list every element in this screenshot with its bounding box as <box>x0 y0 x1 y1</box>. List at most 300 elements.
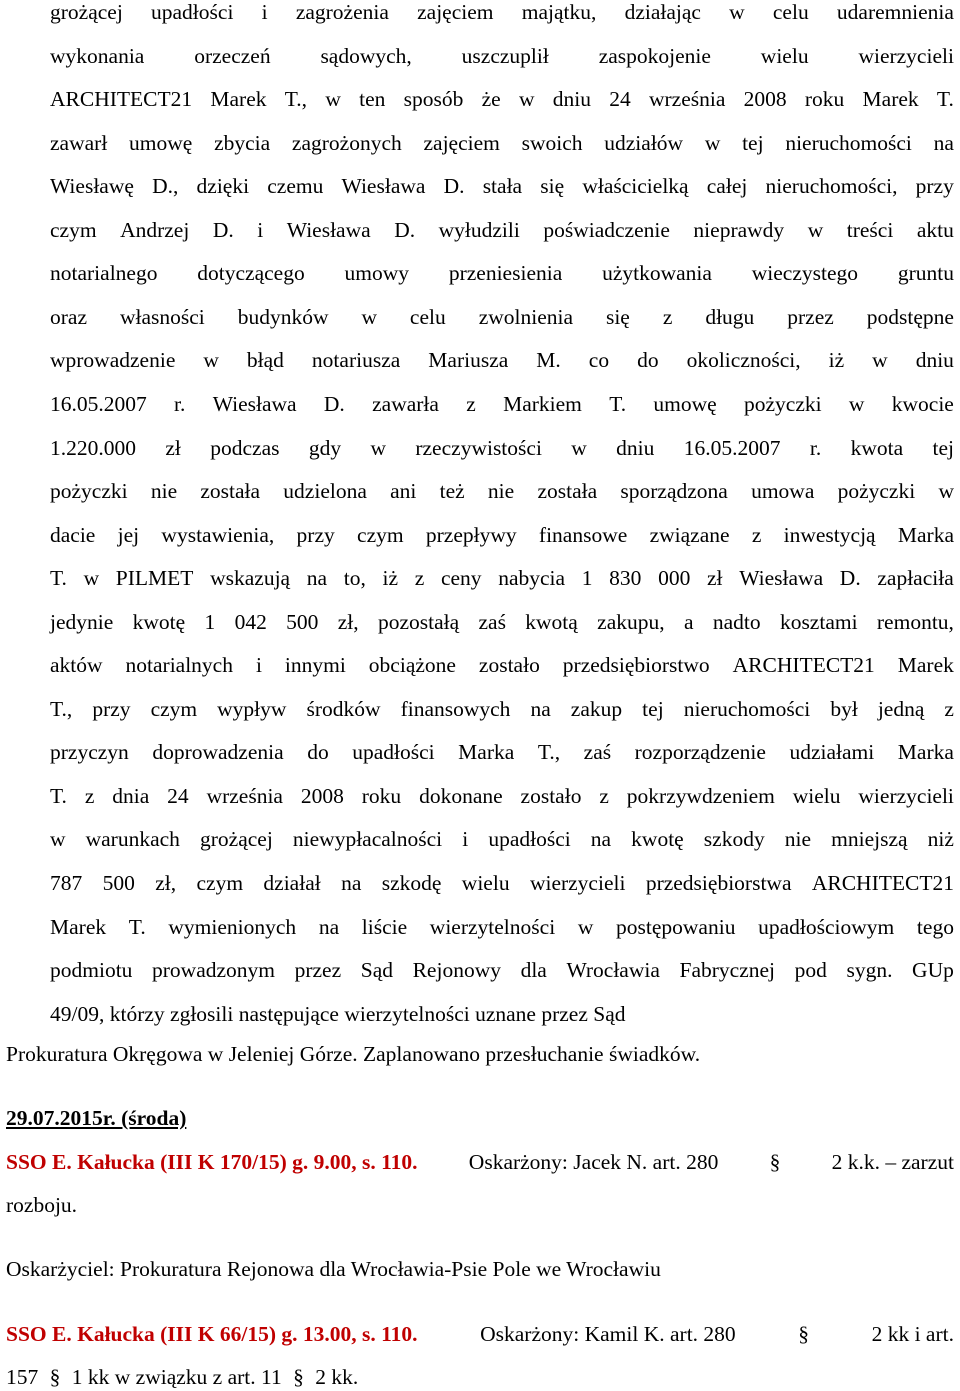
word: przyczyn <box>50 740 129 765</box>
word: T., <box>284 87 308 112</box>
word: gruntu <box>897 261 954 286</box>
word: umowa <box>751 479 815 504</box>
word: innymi <box>284 653 346 678</box>
paragraph-line: 49/09, którzy zgłosili następujące wierzytelności uznane przez Sąd <box>50 1001 626 1026</box>
paragraph-line <box>50 655 954 677</box>
word: 1.220.000 <box>50 435 136 460</box>
word: wprowadzenie <box>50 348 176 373</box>
word: działał <box>263 871 321 895</box>
word: upadłości <box>151 0 234 24</box>
case-1-accused-a: Oskarżony: Jacek N. art. 280 <box>468 1150 719 1174</box>
word: na <box>341 871 362 895</box>
case-1-accused-b: 2 k.k. – zarzut <box>831 1150 954 1174</box>
word: celu <box>772 0 809 24</box>
word: tej <box>742 130 764 155</box>
word: Marek <box>50 914 107 939</box>
word: rzeczywistości <box>415 435 542 460</box>
word: nie <box>150 479 178 504</box>
paragraph-line <box>50 522 954 547</box>
section-sign: § <box>798 1322 809 1346</box>
word: też <box>439 479 465 504</box>
word: notarialnego <box>50 261 158 286</box>
word: z <box>466 391 476 416</box>
word: zajęciem <box>417 0 494 24</box>
paragraph-line <box>50 217 954 242</box>
word: udziałami <box>789 740 875 765</box>
word: 2008 <box>743 87 787 112</box>
word: Andrzej <box>120 217 190 242</box>
word: z <box>84 783 95 808</box>
word: iż <box>382 566 399 591</box>
word: 1 <box>581 566 593 591</box>
word: wykonania <box>50 43 145 68</box>
case-2-line-2-a: 157 <box>6 1365 39 1389</box>
word: Markiem <box>503 391 582 416</box>
word: zajęciem <box>423 130 500 155</box>
word: wypływ <box>217 696 287 721</box>
word: nabycia <box>498 566 566 591</box>
word: dacie <box>50 522 96 547</box>
word: czemu <box>267 174 324 199</box>
word: roku <box>361 783 402 808</box>
case-1-line-1 <box>6 1152 954 1174</box>
word: pod <box>794 958 827 983</box>
word: zagrożonych <box>291 130 402 155</box>
word: długu <box>705 304 755 329</box>
word: T. <box>50 566 67 591</box>
word: r. <box>174 391 186 416</box>
paragraph-line <box>50 43 954 68</box>
word: stała <box>482 174 523 199</box>
word: dnia <box>112 783 150 808</box>
word: T., <box>537 740 561 765</box>
word: nieruchomości, <box>765 174 898 199</box>
word: Wiesławę <box>50 174 134 199</box>
word: i <box>255 653 262 678</box>
word: przy <box>296 522 335 547</box>
word: przeniesienia <box>448 261 563 286</box>
word: działając <box>624 0 701 24</box>
word: udziałów <box>604 130 684 155</box>
word: i <box>261 0 268 24</box>
word: w <box>203 348 219 373</box>
word: wymienionych <box>168 914 297 939</box>
paragraph-line <box>50 89 954 111</box>
word: i <box>257 217 264 242</box>
word: zagrożenia <box>295 0 389 24</box>
word: na <box>306 566 328 591</box>
word: w <box>83 566 100 591</box>
word: budynków <box>237 304 329 329</box>
word: wierzycieli <box>858 783 954 808</box>
word: aktu <box>916 217 954 242</box>
word: Wiesława <box>286 217 371 242</box>
word: przedsiębiorstwa <box>645 871 792 895</box>
case-1-court: SSO E. Kałucka (III K 170/15) g. 9.00, s. 110. <box>6 1150 418 1174</box>
word: finansowe <box>538 522 628 547</box>
word: się <box>605 304 630 329</box>
word: doprowadzenia <box>152 740 284 765</box>
word: ceny <box>440 566 482 591</box>
paragraph-line <box>50 263 954 285</box>
case-2-court: SSO E. Kałucka (III K 66/15) g. 13.00, s. 110. <box>6 1322 418 1346</box>
word: w <box>361 304 377 329</box>
word: oraz <box>50 304 87 329</box>
word: GUp <box>912 958 954 983</box>
word: 500 <box>286 609 319 634</box>
word: 500 <box>102 871 135 895</box>
word: upadłości <box>488 827 571 852</box>
word: na <box>590 827 612 852</box>
word: T. <box>936 87 954 112</box>
word: września <box>206 783 283 808</box>
word: Wiesława <box>212 391 297 416</box>
word: celu <box>409 304 446 329</box>
paragraph-line <box>50 481 954 503</box>
word: ani <box>390 479 417 504</box>
word: sądowych, <box>320 43 412 68</box>
word: dniu <box>552 87 591 112</box>
word: związane <box>649 522 730 547</box>
word: jedną <box>877 696 925 721</box>
word: Wrocławia <box>566 958 660 983</box>
word: liście <box>361 914 408 939</box>
word: została <box>537 479 598 504</box>
word: gdy <box>308 435 342 460</box>
word: szkody <box>703 827 765 852</box>
word: postępowaniu <box>616 914 736 939</box>
word: inwestycją <box>783 522 876 547</box>
word: 2008 <box>300 783 344 808</box>
word: ARCHITECT21 <box>811 871 954 895</box>
word: Marka <box>897 740 954 765</box>
word: zostało <box>478 653 540 678</box>
word: grożącej <box>50 0 123 24</box>
paragraph-line <box>50 2 954 24</box>
word: i <box>462 827 469 852</box>
word: własności <box>119 304 205 329</box>
word: Marek <box>210 87 267 112</box>
word: z <box>599 783 609 808</box>
word: zaś <box>478 609 506 634</box>
word: w <box>729 0 745 24</box>
word: zbycia <box>214 130 271 155</box>
paragraph-line <box>50 783 954 808</box>
word: wskazują <box>210 566 291 591</box>
word: umowę <box>129 130 193 155</box>
paragraph-line <box>50 914 954 939</box>
word: z <box>751 522 762 547</box>
word: zł <box>707 566 723 591</box>
word: sygn. <box>846 958 893 983</box>
word: została <box>200 479 261 504</box>
word: kwotą <box>525 609 578 634</box>
word: D., <box>152 174 179 199</box>
word: udzielona <box>283 479 367 504</box>
word: tej <box>932 435 954 460</box>
word: Marek <box>862 87 919 112</box>
word: w <box>807 217 824 242</box>
section-sign: § <box>769 1150 781 1174</box>
word: z <box>944 696 954 721</box>
word: grożącej <box>200 827 273 852</box>
word: poświadczenie <box>543 217 670 242</box>
word: uszczuplił <box>461 43 549 68</box>
word: dzięki <box>196 174 250 199</box>
word: zakup <box>570 696 623 721</box>
word: roku <box>804 87 845 112</box>
word: podmiotu <box>50 958 133 983</box>
paragraph-line <box>50 435 954 460</box>
word: kwotę <box>132 609 186 634</box>
word: użytkowania <box>602 261 712 286</box>
word: września <box>648 87 726 112</box>
word: orzeczeń <box>194 43 271 68</box>
word: w <box>518 87 535 112</box>
paragraph-line <box>50 742 954 764</box>
paragraph-line <box>50 609 954 634</box>
word: jedynie <box>50 609 114 634</box>
case-1-line-2: rozboju. <box>6 1193 78 1217</box>
paragraph-line <box>50 960 954 982</box>
word: wierzycieli <box>529 871 626 895</box>
word: 16.05.2007 <box>50 391 147 416</box>
word: czym <box>50 217 97 242</box>
word: w <box>370 435 386 460</box>
word: podczas <box>210 435 280 460</box>
word: tej <box>642 696 664 721</box>
word: 24 <box>609 87 631 112</box>
word: przy <box>915 174 954 199</box>
word: wielu <box>792 783 841 808</box>
word: umowę <box>653 391 717 416</box>
word: sposób <box>403 87 464 112</box>
word: zakupu, <box>597 609 665 634</box>
word: upadłościowym <box>758 914 895 939</box>
paragraph-line <box>50 350 954 372</box>
word: wystawienia, <box>161 522 275 547</box>
word: Marka <box>897 522 954 547</box>
word: Mariusza <box>428 348 509 373</box>
word: ten <box>359 87 386 112</box>
word: jej <box>117 522 140 547</box>
word: w <box>704 130 721 155</box>
word: się <box>540 174 565 199</box>
word: całej <box>706 174 748 199</box>
word: dniu <box>616 435 655 460</box>
section-sign: § <box>293 1365 304 1389</box>
word: co <box>588 348 610 373</box>
word: Wiesława <box>739 566 824 591</box>
word: zawarła <box>372 391 439 416</box>
word: iż <box>828 348 845 373</box>
word: wyłudzili <box>438 217 520 242</box>
word: treści <box>846 217 894 242</box>
word: niż <box>927 827 954 852</box>
word: błąd <box>246 348 284 373</box>
word: szkodę <box>381 871 442 895</box>
word: M. <box>536 348 561 373</box>
word: wielu <box>760 43 809 68</box>
word: dniu <box>915 348 954 373</box>
word: Sąd <box>360 958 393 983</box>
word: aktów <box>50 653 103 678</box>
word: przez <box>294 958 342 983</box>
word: a <box>683 609 694 634</box>
word: z <box>414 566 425 591</box>
word: zwolnienia <box>478 304 574 329</box>
word: czym <box>357 522 404 547</box>
word: kosztami <box>779 609 858 634</box>
case-2-line-1 <box>6 1324 954 1346</box>
word: w <box>571 435 587 460</box>
word: nieprawdy <box>693 217 785 242</box>
word: ARCHITECT21 <box>50 87 193 112</box>
word: wierzytelności <box>429 914 556 939</box>
word: czym <box>196 871 244 895</box>
word: upadłości <box>352 740 435 765</box>
case-2-line-2-c: 2 kk. <box>315 1365 359 1389</box>
word: wieczystego <box>751 261 859 286</box>
word: zł, <box>155 871 177 895</box>
paragraph-line <box>50 568 954 590</box>
word: zawarł <box>50 130 108 155</box>
word: Fabrycznej <box>679 958 776 983</box>
date-heading: 29.07.2015r. (środa) <box>6 1106 187 1130</box>
word: że <box>481 87 501 112</box>
word: czym <box>150 696 198 721</box>
word: r. <box>809 435 822 460</box>
closing-line: Prokuratura Okręgowa w Jeleniej Górze. Zaplanowano przesłuchanie świadków. <box>6 1042 701 1066</box>
word: w <box>872 348 888 373</box>
word: zaś <box>583 740 612 765</box>
word: 24 <box>167 783 189 808</box>
word: sporządzona <box>620 479 728 504</box>
word: 1 <box>204 609 216 634</box>
word: pokrzywdzeniem <box>626 783 775 808</box>
word: 16.05.2007 <box>683 435 781 460</box>
paragraph-line <box>50 304 954 329</box>
word: warunkach <box>85 827 180 852</box>
word: przez <box>787 304 834 329</box>
word: tego <box>916 914 954 939</box>
word: do <box>637 348 659 373</box>
word: kwocie <box>891 391 954 416</box>
word: na <box>933 130 954 155</box>
word: zł <box>165 435 181 460</box>
word: udaremnienia <box>836 0 954 24</box>
word: nie <box>784 827 812 852</box>
word: w <box>325 87 341 112</box>
word: PILMET <box>115 566 194 591</box>
word: D. <box>443 174 465 199</box>
word: zapłaciła <box>877 566 954 591</box>
word: D. <box>323 391 345 416</box>
word: Wiesława <box>341 174 426 199</box>
word: notarialnych <box>125 653 233 678</box>
word: zostało <box>520 783 582 808</box>
word: finansowych <box>400 696 511 721</box>
word: niewypłacalności <box>292 827 443 852</box>
word: swoich <box>521 130 583 155</box>
word: majątku, <box>521 0 597 24</box>
word: D. <box>839 566 861 591</box>
word: T., <box>50 696 73 721</box>
word: pożyczki <box>50 479 128 504</box>
word: remontu, <box>876 609 954 634</box>
word: T. <box>50 783 67 808</box>
paragraph-line <box>50 391 954 416</box>
word: pożyczki <box>744 391 822 416</box>
word: to, <box>343 566 366 591</box>
word: kwotę <box>631 827 684 852</box>
word: zł, <box>337 609 359 634</box>
word: 830 <box>609 566 642 591</box>
word: na <box>318 914 340 939</box>
word: mniejszą <box>831 827 908 852</box>
word: dotyczącego <box>197 261 305 286</box>
word: obciążone <box>368 653 456 678</box>
word: umowy <box>344 261 410 286</box>
word: nadto <box>712 609 761 634</box>
word: D. <box>394 217 416 242</box>
word: pożyczki <box>837 479 916 504</box>
word: właścicielką <box>582 174 689 199</box>
prosecutor-line: Oskarżyciel: Prokuratura Rejonowa dla Wrocławia-Psie Pole we Wrocławiu <box>6 1257 661 1281</box>
case-2-accused-a: Oskarżony: Kamil K. art. 280 <box>480 1322 736 1346</box>
word: ARCHITECT21 <box>732 653 875 678</box>
word: w <box>577 914 594 939</box>
word: notariusza <box>311 348 401 373</box>
paragraph-line <box>50 873 954 895</box>
word: pozostałą <box>377 609 460 634</box>
word: 042 <box>234 609 267 634</box>
case-2-line-2 <box>6 1367 358 1389</box>
word: D. <box>212 217 234 242</box>
paragraph-line <box>50 176 954 198</box>
word: 787 <box>50 871 83 895</box>
word: 000 <box>658 566 691 591</box>
word: nie <box>487 479 515 504</box>
word: wielu <box>461 871 510 895</box>
word: był <box>830 696 858 721</box>
paragraph-line <box>50 829 954 851</box>
word: w <box>848 391 865 416</box>
word: Rejonowy <box>412 958 501 983</box>
word: Marek <box>897 653 954 678</box>
case-2-accused-b: 2 kk i art. <box>871 1322 954 1346</box>
word: dla <box>520 958 547 983</box>
word: przedsiębiorstwo <box>562 653 710 678</box>
word: T. <box>609 391 627 416</box>
word: środków <box>306 696 381 721</box>
word: do <box>307 740 329 765</box>
word: kwota <box>850 435 904 460</box>
word: wierzycieli <box>858 43 954 68</box>
word: podstępne <box>866 304 954 329</box>
word: nieruchomości <box>785 130 912 155</box>
word: w <box>938 479 954 504</box>
paragraph-line <box>50 130 954 155</box>
word: przy <box>92 696 131 721</box>
case-2-line-2-b: 1 kk w związku z art. 11 <box>71 1365 282 1389</box>
section-sign: § <box>49 1365 61 1389</box>
word: w <box>50 827 66 852</box>
word: na <box>530 696 551 721</box>
word: nieruchomości <box>683 696 811 721</box>
word: rozporządzenie <box>634 740 766 765</box>
word: okoliczności, <box>686 348 801 373</box>
